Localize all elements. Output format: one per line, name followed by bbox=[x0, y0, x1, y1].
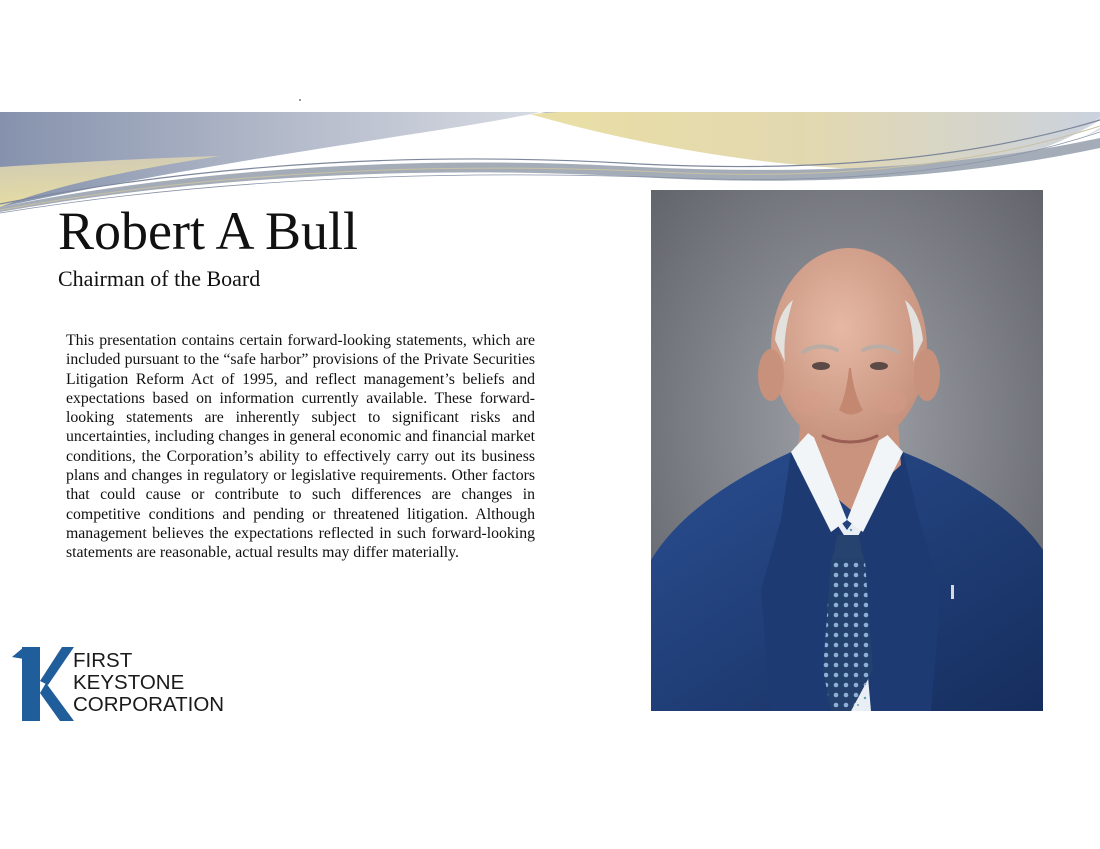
logo-line-first: FIRST bbox=[73, 649, 133, 672]
tiny-dot-mark bbox=[299, 99, 301, 101]
person-name: Robert A Bull bbox=[58, 201, 359, 261]
logo-line-keystone: KEYSTONE bbox=[73, 671, 185, 694]
person-title: Chairman of the Board bbox=[58, 266, 261, 291]
first-keystone-logo bbox=[12, 645, 252, 725]
keystone-k-logo-icon bbox=[12, 645, 76, 721]
forward-looking-disclaimer: This presentation contains certain forward-looking statements, which are included pursuant to the “safe harbor” provisions of the Private Securities Litigation Reform Act of 1995, and reflect management’s beliefs and expectations based on information currently available. These forward-looking statements are inherently subject to significant risks and uncertainties, including changes in general economic and financial market conditions, the Corporation’s ability to effectively carry out its business plans and changes in regulatory or legislative requirements. Other factors that could cause or contribute to such differences are changes in competitive conditions and pending or threatened litigation. Although management believes the expectations reflected in such forward-looking statements are reasonable, actual results may differ materially. bbox=[66, 332, 535, 562]
logo-wordmark bbox=[73, 650, 224, 716]
logo-line-corporation: CORPORATION bbox=[73, 693, 225, 716]
portrait-photo bbox=[651, 190, 1043, 711]
